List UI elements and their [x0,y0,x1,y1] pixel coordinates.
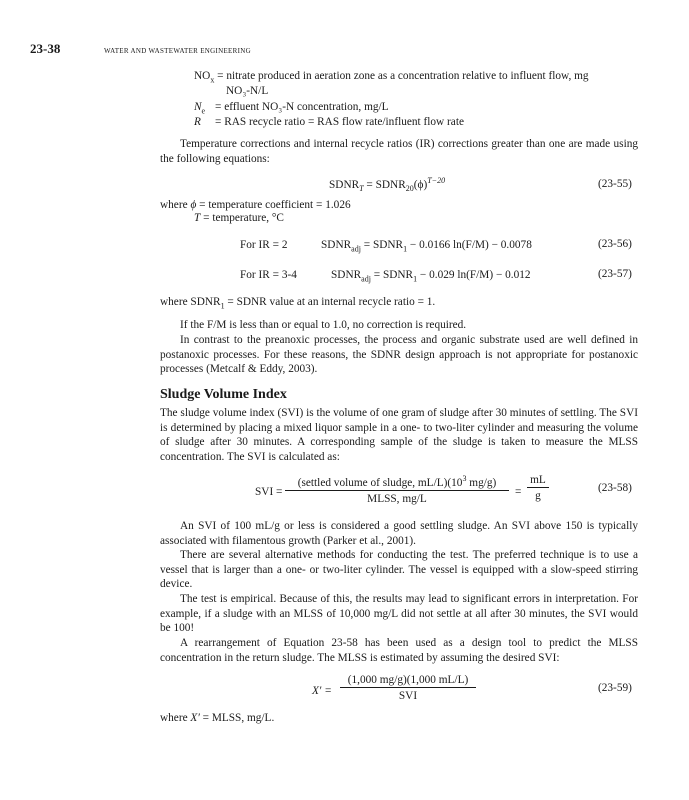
equation-number-23-55: (23-55) [598,178,632,190]
condition-ir-3-4: For IR = 3-4 [240,269,297,281]
where-phi: where ϕ = temperature coefficient = 1.026 [160,199,351,211]
equation-23-57: $SDNR_{adj}$ = $SDNR_1 - 0.029$ ln(F/M) − 0.012 [331,269,531,284]
page-number: 23-38 [30,41,61,56]
equation-number-23-56: (23-56) [598,238,632,250]
paragraph-postanoxic: In contrast to the preanoxic processes, the process and organic substrate used are well defined in postanoxic processes. For these reasons, the SDNR design approach is not appropriate for postanoxic processes (Metcalf & Eddy, 2003). [160,334,638,376]
definition-text: = RAS recycle ratio = RAS flow rate/influent flow rate [215,116,464,128]
equation-23-58-lhs: SVI = [255,486,283,498]
definition-r: R = RAS recycle ratio = RAS flow rate/influent flow rate [194,116,464,128]
running-title: WATER AND WASTEWATER ENGINEERING [104,47,251,55]
equation-number-23-57: (23-57) [598,268,632,280]
intro-paragraph: Temperature corrections and internal recycle ratios (IR) corrections greater than one are made using the following equations: [160,138,638,165]
equation-23-59-lhs: X′ = [312,685,332,697]
definition-text: = nitrate produced in aeration zone as a concentration relative to influent flow, mg [217,70,589,82]
equation-number-23-58: (23-58) [598,482,632,494]
where-sdnr1: where $SDNR_1$ = SDNR value at an internal recycle ratio = 1. [160,296,436,311]
where-t: T = temperature, °C [194,212,284,224]
equation-23-58-fraction [285,474,509,505]
unit-numerator: mL [527,474,549,488]
condition-ir-2: For IR = 2 [240,239,288,251]
definition-text: = effluent NO₃-N concentration, mg/L [215,101,389,113]
equation-23-56: $SDNR_{adj}$ = $SDNR_1 - 0.0166$ ln(F/M) − 0.0078 [321,239,532,254]
unit-denominator: g [535,490,541,502]
fraction-numerator: (settled volume of sludge, $mL/L)(10^3$ mg/g) [285,474,509,491]
paragraph-svi-values: An SVI of 100 mL/g or less is considered a good settling sludge. An SVI above 150 is typically associated with filamentous growth (Parker et al., 2001). [160,520,638,547]
fraction-denominator: MLSS, mg/L [367,492,427,505]
definition-ne: $N_e$ = effluent NO₃-N concentration, mg/L [194,101,389,116]
where-xprime: where X′ = MLSS, mg/L. [160,712,275,724]
paragraph-alternative-methods: There are several alternative methods for conducting the test. The preferred technique is to use a vessel that is larger than a one- or two-liter cylinder. The vessel is equipped with a slow-speed stirring device. [160,549,638,591]
definition-continuation: NO₃-N/L [226,85,269,97]
paragraph-empirical-test: The test is empirical. Because of this, the results may lead to significant errors in interpretation. For example, if a sludge with an MLSS of 10,000 mg/L did not settle at all after 30 minutes, the SVI would be 100! [160,593,638,635]
unit-fraction [527,474,549,502]
definition-symbol: $NO_x$ [194,70,215,85]
paragraph-fm-correction: If the F/M is less than or equal to 1.0, no correction is required. [180,319,467,331]
paragraph-svi-definition: The sludge volume index (SVI) is the volume of one gram of sludge after 30 minutes of settling. The SVI is determined by placing a mixed liquor sample in a one- to two-liter cylinder and measuring the volume of sludge after 30 minutes. A corresponding sample of the sludge is taken to measure the MLSS concentration. The SVI is calculated as: [160,407,638,463]
fraction-numerator: (1,000 mg/g)(1,000 mL/L) [340,674,476,688]
paragraph-rearrangement: A rearrangement of Equation 23-58 has been used as a design tool to predict the MLSS concentration in the return sludge. The MLSS is estimated by assuming the desired SVI: [160,637,638,664]
section-heading: Sludge Volume Index [160,387,287,402]
equals-sign: = [515,486,522,498]
equation-number-23-59: (23-59) [598,682,632,694]
fraction-denominator: SVI [398,690,418,702]
equation-23-59-fraction [340,674,476,702]
equation-23-55: $SDNR_T$ = $SDNR_{20}(\phi)^{T-20}$ [329,176,446,194]
